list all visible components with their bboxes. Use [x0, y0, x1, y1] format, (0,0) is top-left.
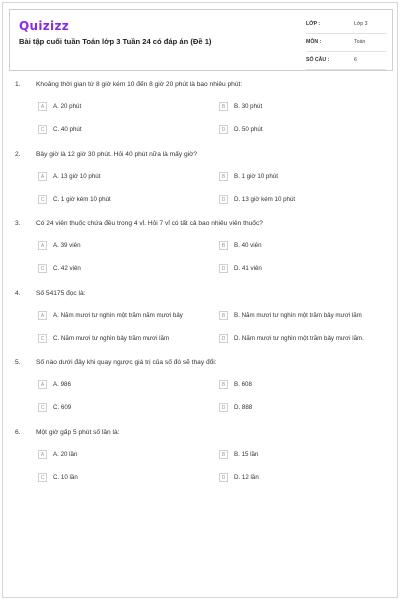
question-text: Số 54175 đọc là: [36, 290, 86, 297]
option-letter-box: A [38, 241, 47, 250]
question-text: Số nào dưới đây khi quay ngược giá trị của số đó sẽ thay đổi: [36, 359, 217, 366]
option-letter-box: C [38, 473, 47, 482]
meta-value: Toán [354, 39, 366, 45]
option-letter-box: D [219, 195, 228, 204]
option-text: B. 1 giờ 10 phút [234, 173, 278, 180]
option-text: B. 15 lần [234, 451, 259, 458]
option-letter-box: A [38, 172, 47, 181]
question-text: Khoảng thời gian từ 8 giờ kém 10 đến 8 giờ 20 phút là bao nhiêu phút: [36, 81, 243, 88]
option-text: B. 608 [234, 381, 252, 388]
option-text: D. 888 [234, 404, 253, 411]
meta-label: LỚP : [306, 21, 321, 27]
option-text: A. 39 viên [53, 242, 81, 249]
option-letter-box: B [219, 450, 228, 459]
meta-row-question-count [306, 55, 386, 70]
option-letter-box: B [219, 102, 228, 111]
question-text: Có 24 viên thuốc chứa đều trong 4 vỉ. Hỏi 7 vỉ có tất cả bao nhiêu viên thuốc? [36, 220, 263, 227]
option-text: D. 50 phút [234, 126, 263, 133]
option-text: D. 13 giờ kém 10 phút [234, 196, 296, 203]
option-text: C. Năm mươi tư nghìn bảy trăm mươi lăm [53, 335, 170, 342]
question-number: 4. [15, 290, 21, 297]
option-text: C. 609 [53, 404, 72, 411]
question-number: 5. [15, 359, 21, 366]
option-letter-box: C [38, 125, 47, 134]
option-letter-box: C [38, 403, 47, 412]
option-text: A. 13 giờ 10 phút [53, 173, 101, 180]
option-text: D. 12 lần [234, 474, 259, 481]
question-text: Bây giờ là 12 giờ 30 phút. Hỏi 40 phút nữa là mấy giờ? [36, 151, 198, 158]
option-text: D. 41 viên [234, 265, 262, 272]
option-letter-box: D [219, 125, 228, 134]
worksheet-title: Bài tập cuối tuần Toán lớp 3 Tuần 24 có đáp án (Đề 1) [19, 37, 212, 46]
option-letter-box: B [219, 241, 228, 250]
option-letter-box: A [38, 311, 47, 320]
option-letter-box: A [38, 380, 47, 389]
option-text: A. 20 phút [53, 103, 82, 110]
worksheet-page [2, 2, 398, 598]
option-letter-box: D [219, 473, 228, 482]
option-text: A. 20 lần [53, 451, 78, 458]
option-text: B. Năm mươi tư nghìn một trăm bảy mươi lăm [234, 312, 362, 319]
option-letter-box: C [38, 195, 47, 204]
option-text: C. 1 giờ kém 10 phút [53, 196, 111, 203]
worksheet-header [9, 9, 393, 71]
question-text: Một giờ gấp 5 phút số lần là: [36, 429, 120, 436]
question-number: 6. [15, 429, 21, 436]
meta-label: SỐ CÂU : [306, 57, 330, 63]
option-letter-box: D [219, 334, 228, 343]
option-text: C. 42 viên [53, 265, 81, 272]
option-text: C. 10 lần [53, 474, 78, 481]
question-number: 1. [15, 81, 21, 88]
meta-value: Lớp 3 [354, 21, 368, 27]
question-number: 2. [15, 151, 21, 158]
option-text: A. Năm mươi tư nghìn một trăm năm mươi bảy [53, 312, 183, 319]
option-letter-box: A [38, 450, 47, 459]
option-letter-box: B [219, 311, 228, 320]
option-letter-box: C [38, 334, 47, 343]
meta-row-subject [306, 37, 386, 52]
option-letter-box: D [219, 403, 228, 412]
option-text: B. 30 phút [234, 103, 263, 110]
option-letter-box: A [38, 102, 47, 111]
option-letter-box: C [38, 264, 47, 273]
option-text: B. 40 viên [234, 242, 262, 249]
question-number: 3. [15, 220, 21, 227]
option-text: A. 986 [53, 381, 71, 388]
option-letter-box: B [219, 172, 228, 181]
option-text: D. Năm mươi tư nghìn một trăm bảy mươi lăm. [234, 335, 364, 342]
option-letter-box: B [219, 380, 228, 389]
quizizz-logo: Quizizz [19, 19, 70, 33]
meta-value: 6 [354, 57, 357, 63]
option-letter-box: D [219, 264, 228, 273]
option-text: C. 40 phút [53, 126, 82, 133]
meta-label: MÔN : [306, 39, 322, 45]
meta-row-grade [306, 19, 386, 34]
worksheet-meta [306, 19, 386, 73]
